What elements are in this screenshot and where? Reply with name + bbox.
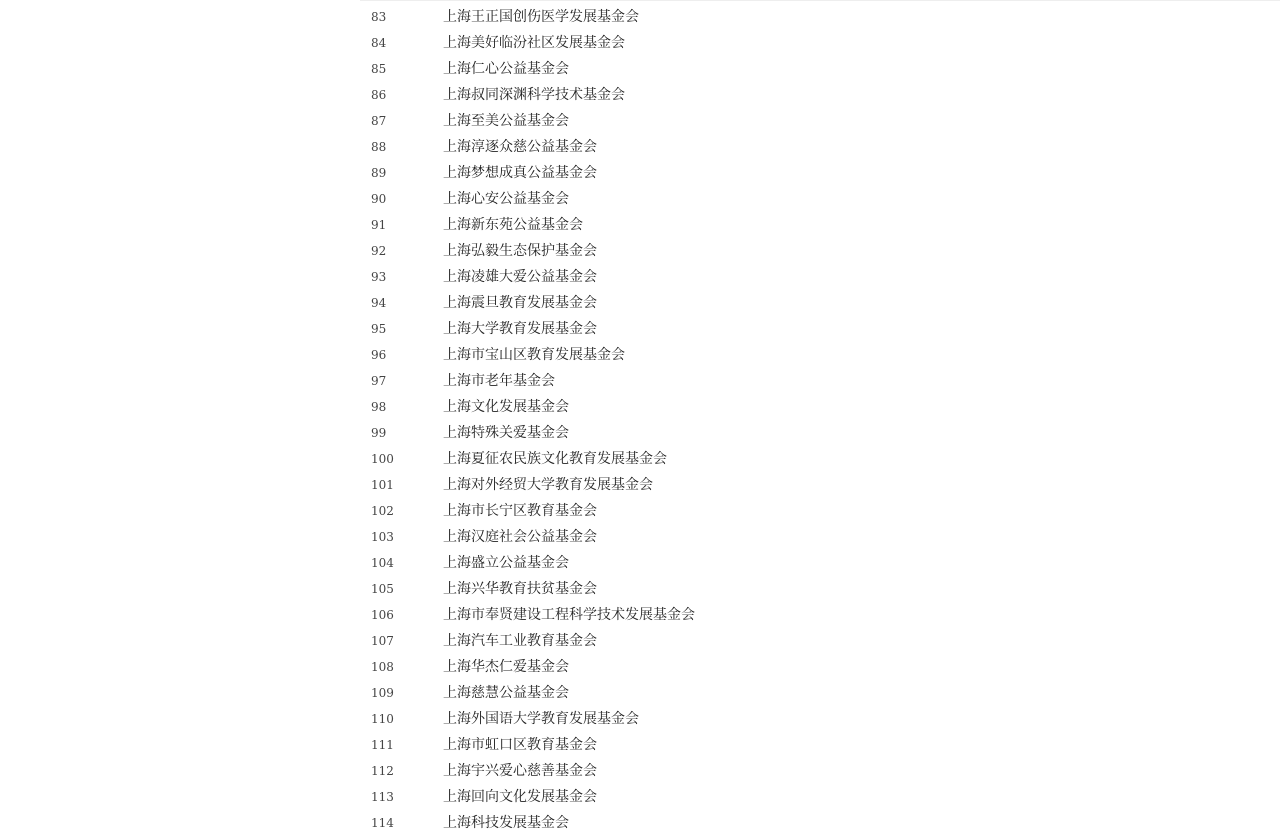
- foundation-name: 上海市老年基金会: [443, 373, 555, 389]
- foundation-name: 上海外国语大学教育发展基金会: [443, 711, 639, 727]
- foundation-name: 上海盛立公益基金会: [443, 555, 569, 571]
- row-number: 111: [371, 738, 394, 752]
- list-item: [0, 134, 1280, 160]
- foundation-list: [0, 4, 1280, 836]
- list-item: [0, 264, 1280, 290]
- foundation-name: 上海仁心公益基金会: [443, 61, 569, 77]
- foundation-name: 上海震旦教育发展基金会: [443, 295, 597, 311]
- foundation-name: 上海回向文化发展基金会: [443, 789, 597, 805]
- foundation-name: 上海淳逐众慈公益基金会: [443, 139, 597, 155]
- foundation-name: 上海市长宁区教育基金会: [443, 503, 597, 519]
- list-item: [0, 368, 1280, 394]
- foundation-name: 上海宇兴爱心慈善基金会: [443, 763, 597, 779]
- row-number: 88: [371, 140, 387, 154]
- list-item: [0, 680, 1280, 706]
- row-number: 114: [371, 816, 394, 830]
- top-divider: [360, 0, 1280, 1]
- row-number: 95: [371, 322, 387, 336]
- row-number: 105: [371, 582, 394, 596]
- row-number: 107: [371, 634, 394, 648]
- list-item: [0, 238, 1280, 264]
- foundation-name: 上海弘毅生态保护基金会: [443, 243, 597, 259]
- list-item: [0, 212, 1280, 238]
- row-number: 92: [371, 244, 387, 258]
- row-number: 113: [371, 790, 394, 804]
- list-item: [0, 498, 1280, 524]
- row-number: 102: [371, 504, 394, 518]
- row-number: 106: [371, 608, 394, 622]
- list-item: [0, 628, 1280, 654]
- foundation-name: 上海大学教育发展基金会: [443, 321, 597, 337]
- foundation-name: 上海叔同深渊科学技术基金会: [443, 87, 625, 103]
- foundation-name: 上海市宝山区教育发展基金会: [443, 347, 625, 363]
- list-item: [0, 706, 1280, 732]
- row-number: 96: [371, 348, 387, 362]
- row-number: 101: [371, 478, 394, 492]
- list-item: [0, 4, 1280, 30]
- foundation-name: 上海市虹口区教育基金会: [443, 737, 597, 753]
- foundation-name: 上海慈慧公益基金会: [443, 685, 569, 701]
- list-item: [0, 316, 1280, 342]
- list-item: [0, 446, 1280, 472]
- foundation-name: 上海兴华教育扶贫基金会: [443, 581, 597, 597]
- row-number: 84: [371, 36, 387, 50]
- foundation-name: 上海特殊关爱基金会: [443, 425, 569, 441]
- list-item: [0, 56, 1280, 82]
- row-number: 91: [371, 218, 387, 232]
- row-number: 94: [371, 296, 387, 310]
- list-item: [0, 82, 1280, 108]
- row-number: 90: [371, 192, 387, 206]
- foundation-name: 上海心安公益基金会: [443, 191, 569, 207]
- list-item: [0, 810, 1280, 836]
- row-number: 86: [371, 88, 387, 102]
- list-item: [0, 472, 1280, 498]
- foundation-name: 上海新东苑公益基金会: [443, 217, 583, 233]
- list-item: [0, 394, 1280, 420]
- row-number: 109: [371, 686, 394, 700]
- foundation-name: 上海汽车工业教育基金会: [443, 633, 597, 649]
- list-item: [0, 290, 1280, 316]
- row-number: 103: [371, 530, 394, 544]
- list-item: [0, 30, 1280, 56]
- list-item: [0, 108, 1280, 134]
- foundation-name: 上海科技发展基金会: [443, 815, 569, 831]
- foundation-name: 上海至美公益基金会: [443, 113, 569, 129]
- list-item: [0, 342, 1280, 368]
- list-item: [0, 524, 1280, 550]
- foundation-name: 上海华杰仁爱基金会: [443, 659, 569, 675]
- row-number: 104: [371, 556, 394, 570]
- list-item: [0, 654, 1280, 680]
- row-number: 85: [371, 62, 387, 76]
- list-item: [0, 160, 1280, 186]
- foundation-name: 上海市奉贤建设工程科学技术发展基金会: [443, 607, 695, 623]
- foundation-name: 上海梦想成真公益基金会: [443, 165, 597, 181]
- list-item: [0, 420, 1280, 446]
- foundation-name: 上海对外经贸大学教育发展基金会: [443, 477, 653, 493]
- foundation-name: 上海凌雄大爱公益基金会: [443, 269, 597, 285]
- foundation-name: 上海夏征农民族文化教育发展基金会: [443, 451, 667, 467]
- foundation-name: 上海王正国创伤医学发展基金会: [443, 9, 639, 25]
- foundation-name: 上海美好临汾社区发展基金会: [443, 35, 625, 51]
- row-number: 87: [371, 114, 387, 128]
- list-item: [0, 576, 1280, 602]
- list-item: [0, 602, 1280, 628]
- row-number: 108: [371, 660, 394, 674]
- foundation-name: 上海文化发展基金会: [443, 399, 569, 415]
- list-item: [0, 186, 1280, 212]
- row-number: 98: [371, 400, 387, 414]
- row-number: 110: [371, 712, 394, 726]
- list-item: [0, 550, 1280, 576]
- row-number: 97: [371, 374, 387, 388]
- row-number: 83: [371, 10, 387, 24]
- list-item: [0, 732, 1280, 758]
- list-item: [0, 758, 1280, 784]
- list-item: [0, 784, 1280, 810]
- row-number: 89: [371, 166, 387, 180]
- row-number: 100: [371, 452, 394, 466]
- row-number: 99: [371, 426, 387, 440]
- row-number: 112: [371, 764, 394, 778]
- row-number: 93: [371, 270, 387, 284]
- foundation-name: 上海汉庭社会公益基金会: [443, 529, 597, 545]
